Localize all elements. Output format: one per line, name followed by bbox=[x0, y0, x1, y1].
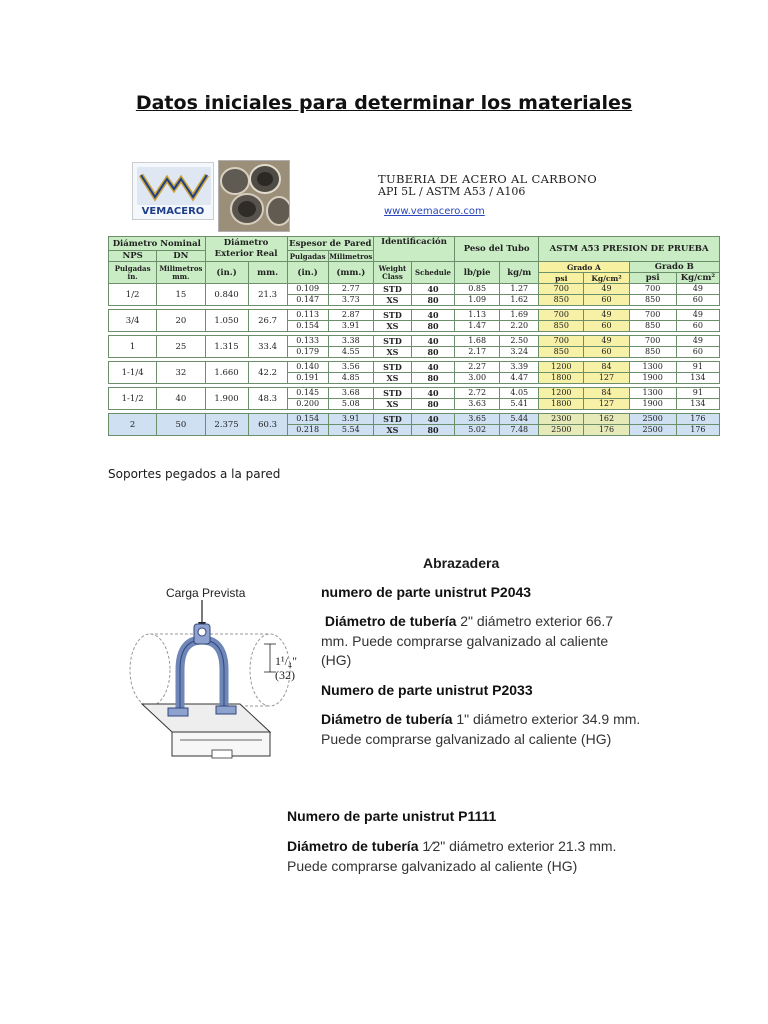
cell-cls: XS bbox=[373, 295, 411, 306]
table-row bbox=[109, 362, 720, 373]
cell-od-in: 2.375 bbox=[205, 414, 248, 436]
cell-a-kg: 84 bbox=[584, 388, 629, 399]
cell-kgm: 1.69 bbox=[500, 310, 539, 321]
cell-wall-mm: 3.91 bbox=[328, 414, 373, 425]
cell-cls: XS bbox=[373, 399, 411, 410]
cell-a-kg: 162 bbox=[584, 414, 629, 425]
cell-kgm: 4.05 bbox=[500, 388, 539, 399]
cell-b-kg: 49 bbox=[676, 310, 719, 321]
cell-sch: 40 bbox=[411, 362, 454, 373]
cell-wall-mm: 3.73 bbox=[328, 295, 373, 306]
cell-dn: 32 bbox=[157, 362, 205, 384]
cell-a-psi: 2500 bbox=[539, 425, 584, 436]
cell-od-in: 1.900 bbox=[205, 388, 248, 410]
cell-od-mm: 26.7 bbox=[248, 310, 287, 332]
cell-od-mm: 48.3 bbox=[248, 388, 287, 410]
cell-b-kg: 91 bbox=[676, 388, 719, 399]
cell-b-psi: 850 bbox=[629, 347, 676, 358]
cell-wall-mm: 3.91 bbox=[328, 321, 373, 332]
cell-cls: STD bbox=[373, 414, 411, 425]
cell-kgm: 3.39 bbox=[500, 362, 539, 373]
abrazadera-heading: Abrazadera bbox=[423, 555, 500, 571]
cell-sch: 80 bbox=[411, 399, 454, 410]
cell-kgm: 3.24 bbox=[500, 347, 539, 358]
cell-b-psi: 1300 bbox=[629, 388, 676, 399]
p2043-text: 2" diámetro exterior 66.7 mm. Puede comprarse galvanizado al caliente (HG) bbox=[321, 613, 614, 668]
cell-a-psi: 1200 bbox=[539, 388, 584, 399]
cell-b-kg: 60 bbox=[676, 347, 719, 358]
hdr-wall-in-label: Pulgadas bbox=[287, 251, 328, 262]
cell-dn: 15 bbox=[157, 284, 205, 306]
vemacero-logo bbox=[132, 162, 214, 220]
cell-sch: 80 bbox=[411, 321, 454, 332]
cell-b-psi: 850 bbox=[629, 295, 676, 306]
hdr-wall: Espesor de Pared bbox=[287, 237, 373, 251]
cell-od-in: 1.660 bbox=[205, 362, 248, 384]
hdr-milimetros: Milimetros mm. bbox=[157, 262, 205, 284]
cell-a-psi: 850 bbox=[539, 347, 584, 358]
cell-kgm: 5.41 bbox=[500, 399, 539, 410]
cell-od-mm: 60.3 bbox=[248, 414, 287, 436]
cell-b-psi: 700 bbox=[629, 310, 676, 321]
hdr-grado-a: Grado A bbox=[539, 262, 629, 273]
cell-od-in: 1.315 bbox=[205, 336, 248, 358]
cell-wall-mm: 4.55 bbox=[328, 347, 373, 358]
cell-a-kg: 49 bbox=[584, 336, 629, 347]
hdr-grado-b: Grado B bbox=[629, 262, 719, 273]
hdr-dn: DN bbox=[157, 251, 205, 262]
cell-cls: STD bbox=[373, 310, 411, 321]
hdr-b-psi: psi bbox=[629, 273, 676, 284]
cell-b-kg: 91 bbox=[676, 362, 719, 373]
cell-dn: 40 bbox=[157, 388, 205, 410]
dimension-metric: (32) bbox=[275, 668, 295, 682]
vendor-subtitle: API 5L / ASTM A53 / A106 bbox=[378, 185, 526, 198]
cell-a-psi: 2300 bbox=[539, 414, 584, 425]
cell-a-psi: 1800 bbox=[539, 399, 584, 410]
cell-b-psi: 2500 bbox=[629, 414, 676, 425]
hdr-od: Diámetro Exterior Real bbox=[205, 237, 287, 262]
cell-a-psi: 850 bbox=[539, 295, 584, 306]
cell-od-mm: 33.4 bbox=[248, 336, 287, 358]
pipes-image-icon bbox=[219, 161, 290, 232]
cell-wall-in: 0.133 bbox=[287, 336, 328, 347]
cell-nps: 1-1/2 bbox=[109, 388, 157, 410]
dimension-label bbox=[275, 654, 297, 682]
cell-wall-in: 0.179 bbox=[287, 347, 328, 358]
cell-sch: 80 bbox=[411, 373, 454, 384]
cell-wall-in: 0.154 bbox=[287, 321, 328, 332]
cell-nps: 2 bbox=[109, 414, 157, 436]
cell-a-psi: 1800 bbox=[539, 373, 584, 384]
hdr-astm: ASTM A53 PRESION DE PRUEBA bbox=[539, 237, 720, 262]
p2043-description bbox=[321, 612, 641, 671]
hdr-weight-class: Weight Class bbox=[373, 262, 411, 284]
cell-sch: 40 bbox=[411, 388, 454, 399]
logo-mark-icon bbox=[137, 167, 211, 205]
cell-b-psi: 1900 bbox=[629, 373, 676, 384]
cell-kgm: 5.44 bbox=[500, 414, 539, 425]
p2043-label: Diámetro de tubería bbox=[324, 613, 457, 629]
cell-cls: XS bbox=[373, 373, 411, 384]
cell-lbpie: 3.63 bbox=[455, 399, 500, 410]
hdr-lbpie: lb/pie bbox=[455, 262, 500, 284]
cell-b-kg: 176 bbox=[676, 414, 719, 425]
cell-kgm: 7.48 bbox=[500, 425, 539, 436]
cell-a-kg: 49 bbox=[584, 284, 629, 295]
cell-a-psi: 700 bbox=[539, 336, 584, 347]
p2033-text: 1" diámetro exterior 34.9 mm. Puede comprarse galvanizado al caliente (HG) bbox=[321, 711, 641, 747]
cell-lbpie: 2.27 bbox=[455, 362, 500, 373]
cell-a-kg: 60 bbox=[584, 295, 629, 306]
cell-wall-mm: 5.08 bbox=[328, 399, 373, 410]
cell-a-psi: 700 bbox=[539, 310, 584, 321]
cell-b-psi: 850 bbox=[629, 321, 676, 332]
hdr-wall-in: (in.) bbox=[287, 262, 328, 284]
p2033-description bbox=[321, 710, 641, 749]
cell-od-in: 0.840 bbox=[205, 284, 248, 306]
hdr-od-mm: mm. bbox=[248, 262, 287, 284]
cell-lbpie: 1.47 bbox=[455, 321, 500, 332]
cell-b-kg: 60 bbox=[676, 321, 719, 332]
cell-b-kg: 176 bbox=[676, 425, 719, 436]
hdr-weight: Peso del Tubo bbox=[455, 237, 539, 262]
p1111-heading: Numero de parte unistrut P1111 bbox=[287, 808, 497, 824]
cell-lbpie: 0.85 bbox=[455, 284, 500, 295]
cell-lbpie: 5.02 bbox=[455, 425, 500, 436]
logo-text: VEMACERO bbox=[141, 206, 205, 217]
cell-kgm: 2.20 bbox=[500, 321, 539, 332]
hdr-od-in: (in.) bbox=[205, 262, 248, 284]
hdr-nominal: Diámetro Nominal bbox=[109, 237, 206, 251]
cell-a-kg: 49 bbox=[584, 310, 629, 321]
cell-nps: 1-1/4 bbox=[109, 362, 157, 384]
cell-wall-in: 0.191 bbox=[287, 373, 328, 384]
cell-a-psi: 850 bbox=[539, 321, 584, 332]
cell-wall-in: 0.147 bbox=[287, 295, 328, 306]
cell-dn: 50 bbox=[157, 414, 205, 436]
cell-cls: STD bbox=[373, 362, 411, 373]
p2033-label: Diámetro de tubería bbox=[321, 711, 453, 727]
cell-b-psi: 2500 bbox=[629, 425, 676, 436]
cell-kgm: 2.50 bbox=[500, 336, 539, 347]
cell-nps: 1/2 bbox=[109, 284, 157, 306]
table-body bbox=[109, 284, 720, 436]
vendor-url-link[interactable]: www.vemacero.com bbox=[384, 206, 485, 217]
cell-wall-mm: 2.77 bbox=[328, 284, 373, 295]
cell-wall-in: 0.200 bbox=[287, 399, 328, 410]
cell-dn: 25 bbox=[157, 336, 205, 358]
hdr-b-kgcm: Kg/cm² bbox=[676, 273, 719, 284]
cell-od-mm: 42.2 bbox=[248, 362, 287, 384]
cell-lbpie: 2.72 bbox=[455, 388, 500, 399]
cell-kgm: 1.27 bbox=[500, 284, 539, 295]
cell-wall-mm: 3.56 bbox=[328, 362, 373, 373]
cell-cls: XS bbox=[373, 425, 411, 436]
cell-nps: 3/4 bbox=[109, 310, 157, 332]
hdr-wall-mm-label: Milimetros bbox=[329, 251, 373, 261]
dimension-imperial: 1¹/₄" bbox=[275, 654, 298, 668]
cell-b-kg: 134 bbox=[676, 373, 719, 384]
cell-b-kg: 49 bbox=[676, 284, 719, 295]
cell-wall-in: 0.109 bbox=[287, 284, 328, 295]
cell-b-kg: 49 bbox=[676, 336, 719, 347]
cell-b-psi: 1300 bbox=[629, 362, 676, 373]
cell-a-kg: 60 bbox=[584, 321, 629, 332]
p2043-heading: numero de parte unistrut P2043 bbox=[321, 584, 532, 600]
cell-cls: STD bbox=[373, 284, 411, 295]
cell-wall-mm: 5.54 bbox=[328, 425, 373, 436]
cell-sch: 40 bbox=[411, 414, 454, 425]
pipes-photo bbox=[218, 160, 290, 232]
cell-wall-in: 0.113 bbox=[287, 310, 328, 321]
cell-sch: 80 bbox=[411, 425, 454, 436]
page-title: Datos iniciales para determinar los materiales bbox=[135, 92, 633, 114]
cell-b-kg: 60 bbox=[676, 295, 719, 306]
cell-lbpie: 2.17 bbox=[455, 347, 500, 358]
cell-a-kg: 60 bbox=[584, 347, 629, 358]
cell-wall-mm: 4.85 bbox=[328, 373, 373, 384]
cell-cls: STD bbox=[373, 336, 411, 347]
cell-sch: 40 bbox=[411, 284, 454, 295]
cell-wall-in: 0.218 bbox=[287, 425, 328, 436]
cell-lbpie: 3.65 bbox=[455, 414, 500, 425]
table-row bbox=[109, 284, 720, 295]
cell-a-kg: 127 bbox=[584, 399, 629, 410]
cell-wall-mm: 3.38 bbox=[328, 336, 373, 347]
vendor-title: TUBERIA DE ACERO AL CARBONO bbox=[378, 172, 597, 186]
cell-a-psi: 700 bbox=[539, 284, 584, 295]
cell-sch: 80 bbox=[411, 295, 454, 306]
cell-a-kg: 176 bbox=[584, 425, 629, 436]
cell-lbpie: 1.68 bbox=[455, 336, 500, 347]
cell-lbpie: 1.13 bbox=[455, 310, 500, 321]
table-row bbox=[109, 388, 720, 399]
p2033-heading: Numero de parte unistrut P2033 bbox=[321, 682, 533, 698]
table-row bbox=[109, 336, 720, 347]
hdr-wall-mm: (mm.) bbox=[328, 262, 373, 284]
hdr-schedule: Schedule bbox=[411, 262, 454, 284]
cell-wall-in: 0.140 bbox=[287, 362, 328, 373]
cell-wall-mm: 3.68 bbox=[328, 388, 373, 399]
cell-sch: 80 bbox=[411, 347, 454, 358]
hdr-a-kgcm: Kg/cm² bbox=[584, 273, 629, 284]
cell-b-psi: 700 bbox=[629, 284, 676, 295]
hdr-nps: NPS bbox=[109, 251, 157, 262]
table-row bbox=[109, 310, 720, 321]
pipe-specs-table bbox=[108, 236, 720, 436]
cell-wall-in: 0.145 bbox=[287, 388, 328, 399]
cell-od-in: 1.050 bbox=[205, 310, 248, 332]
hdr-a-psi: psi bbox=[539, 273, 584, 284]
cell-a-kg: 84 bbox=[584, 362, 629, 373]
section-label: Soportes pegados a la pared bbox=[108, 467, 281, 481]
cell-b-kg: 134 bbox=[676, 399, 719, 410]
table-row bbox=[109, 414, 720, 425]
cell-cls: STD bbox=[373, 388, 411, 399]
hdr-pulgadas: Pulgadas in. bbox=[109, 262, 157, 284]
cell-b-psi: 1900 bbox=[629, 399, 676, 410]
cell-b-psi: 700 bbox=[629, 336, 676, 347]
cell-nps: 1 bbox=[109, 336, 157, 358]
cell-sch: 40 bbox=[411, 310, 454, 321]
cell-cls: XS bbox=[373, 321, 411, 332]
cell-wall-in: 0.154 bbox=[287, 414, 328, 425]
cell-cls: XS bbox=[373, 347, 411, 358]
cell-sch: 40 bbox=[411, 336, 454, 347]
p1111-text: 1⁄2" diámetro exterior 21.3 mm. Puede comprarse galvanizado al caliente (HG) bbox=[287, 838, 617, 874]
cell-lbpie: 3.00 bbox=[455, 373, 500, 384]
cell-dn: 20 bbox=[157, 310, 205, 332]
cell-od-mm: 21.3 bbox=[248, 284, 287, 306]
cell-wall-mm: 2.87 bbox=[328, 310, 373, 321]
cell-lbpie: 1.09 bbox=[455, 295, 500, 306]
cell-a-psi: 1200 bbox=[539, 362, 584, 373]
hdr-kgm: kg/m bbox=[500, 262, 539, 284]
p1111-description bbox=[287, 837, 657, 876]
cell-a-kg: 127 bbox=[584, 373, 629, 384]
cell-kgm: 4.47 bbox=[500, 373, 539, 384]
cell-kgm: 1.62 bbox=[500, 295, 539, 306]
load-label: Carga Prevista bbox=[166, 586, 246, 600]
p1111-label: Diámetro de tubería bbox=[287, 838, 419, 854]
hdr-ident: Identificación bbox=[373, 237, 454, 262]
